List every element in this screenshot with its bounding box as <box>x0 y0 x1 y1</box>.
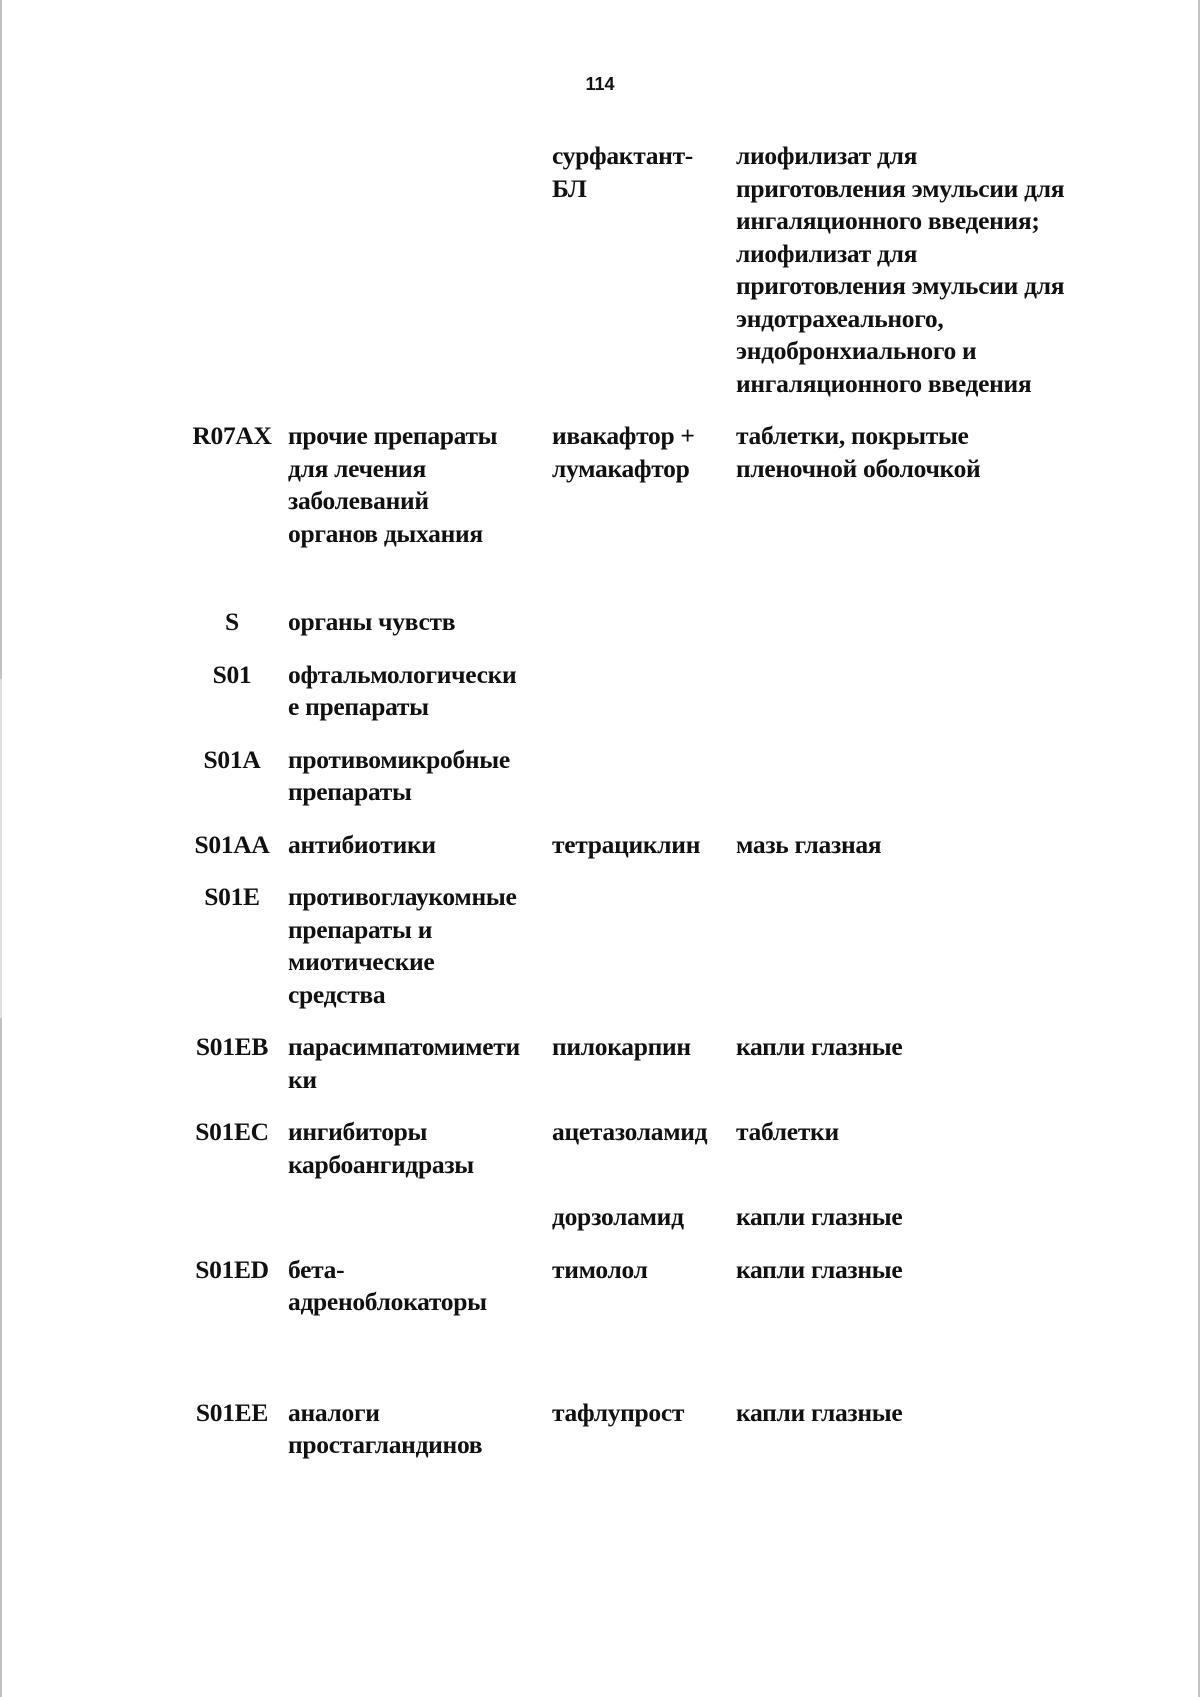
drug-name-cell <box>552 744 736 829</box>
drug-name-cell: сурфактант- БЛ <box>552 141 693 203</box>
atc-code-cell: S01 <box>212 659 252 689</box>
dosage-form-cell: мазь глазная <box>736 829 882 859</box>
dosage-form-cell: капли глазные <box>736 1202 903 1231</box>
dosage-form-cell <box>736 606 1130 659</box>
dosage-form-cell <box>736 744 1130 829</box>
table-row <box>180 1031 1130 1116</box>
atc-code-cell: S <box>225 607 239 636</box>
dosage-form-cell <box>736 881 1130 1031</box>
drug-name-cell <box>552 606 736 659</box>
atc-code-cell: S01EB <box>195 1032 269 1061</box>
table-row <box>180 659 1130 744</box>
drug-name-cell <box>552 659 736 744</box>
atc-code-cell: S01A <box>203 744 261 774</box>
scan-edge-left <box>0 0 2 1697</box>
table-row <box>180 744 1130 829</box>
dosage-form-cell <box>736 659 1130 744</box>
drug-name-cell: ивакафтор + лумакафтор <box>552 421 695 483</box>
group-name-cell: аналоги простагландинов <box>288 1397 483 1459</box>
page-number: 114 <box>585 74 615 94</box>
table-row <box>180 1254 1130 1397</box>
drug-name-cell <box>552 881 736 1031</box>
atc-code-cell: R07AX <box>192 421 272 450</box>
group-name-cell: парасимпатомимети ки <box>288 1032 520 1094</box>
table-row <box>180 1397 1130 1482</box>
table-row <box>180 1201 1130 1254</box>
atc-code-cell <box>180 140 284 420</box>
drug-name-cell: тимолол <box>552 1254 648 1284</box>
group-name-cell: офтальмологически е препараты <box>288 659 517 721</box>
table-row <box>180 140 1130 420</box>
table-row <box>180 1116 1130 1201</box>
atc-code-cell: S01EC <box>195 1117 269 1146</box>
drug-name-cell: дорзоламид <box>552 1202 684 1231</box>
atc-code-cell <box>180 1201 284 1254</box>
dosage-form-cell: капли глазные <box>736 1254 903 1284</box>
drug-name-cell: ацетазоламид <box>552 1117 708 1146</box>
group-name-cell: противомикробные препараты <box>288 744 510 806</box>
atc-code-cell: S01E <box>204 882 260 911</box>
drug-name-cell: тафлупрост <box>552 1397 685 1427</box>
group-name-cell: противоглаукомные препараты и миотические средства <box>288 882 517 1009</box>
group-name-cell: органы чувств <box>288 607 456 636</box>
table-row <box>180 420 1130 606</box>
dosage-form-cell: таблетки <box>736 1117 839 1146</box>
dosage-form-cell: лиофилизат для приготовления эмульсии для ингаляционного введения; лиофилизат для приготовления эмульсии для эндотрахеального, эндобронхиального и ингаляционного введения <box>736 141 1065 398</box>
group-name-cell: антибиотики <box>288 829 436 859</box>
table-row <box>180 606 1130 659</box>
dosage-form-cell: капли глазные <box>736 1032 903 1061</box>
atc-code-cell: S01AA <box>194 829 270 859</box>
group-name-cell: прочие препараты для лечения заболеваний органов дыхания <box>288 421 498 548</box>
drug-classification-table <box>180 140 1130 1482</box>
dosage-form-cell: капли глазные <box>736 1397 903 1427</box>
drug-name-cell: пилокарпин <box>552 1032 691 1061</box>
atc-code-cell: S01EE <box>195 1397 269 1427</box>
table-row <box>180 829 1130 882</box>
group-name-cell: бета- адреноблокаторы <box>288 1254 487 1316</box>
dosage-form-cell: таблетки, покрытые пленочной оболочкой <box>736 421 981 483</box>
atc-code-cell: S01ED <box>195 1254 269 1284</box>
group-name-cell <box>284 140 552 420</box>
table-row <box>180 881 1130 1031</box>
group-name-cell <box>284 1201 552 1254</box>
drug-name-cell: тетрациклин <box>552 829 701 859</box>
group-name-cell: ингибиторы карбоангидразы <box>288 1117 474 1179</box>
